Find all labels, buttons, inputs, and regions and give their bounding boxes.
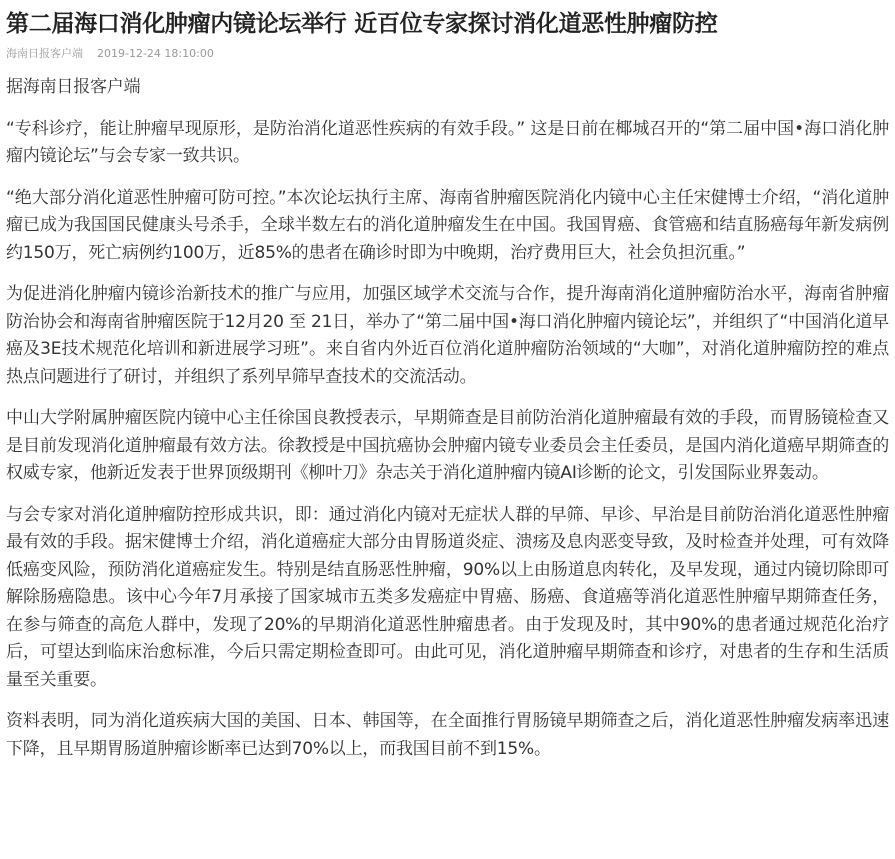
paragraph: 与会专家对消化道肿瘤防控形成共识，即：通过消化内镜对无症状人群的早筛、早诊、早治是目前防治消化道恶性肿瘤最有效的手段。据宋健博士介绍，消化道癌症大部分由胃肠道炎症、溃疡及息肉恶变导致，及时检查并处理，可有效降低癌变风险，预防消化道癌症发生。特别是结直肠恶性肿瘤，90%以上由肠道息肉转化，及早发现，通过内镜切除即可解除肠癌隐患。该中心今年7月承接了国家城市五类多发癌症中胃癌、肠癌、食道癌等消化道恶性肿瘤早期筛查任务，在参与筛查的高危人群中，发现了20%的早期消化道恶性肿瘤患者。由于发现及时，其中90%的患者通过规范化治疗后，可望达到临床治愈标准，今后只需定期检查即可。由此可见，消化道肿瘤早期筛查和诊疗，对患者的生存和生活质量至关重要。 — [6, 504, 889, 690]
article-body — [6, 74, 889, 763]
paragraph: “专科诊疗，能让肿瘤早现原形，是防治消化道恶性疾病的有效手段。” 这是日前在椰城召开的“第二届中国•海口消化肿瘤内镜论坛”与会专家一致共识。 — [6, 118, 889, 166]
paragraph: “绝大部分消化道恶性肿瘤可防可控。”本次论坛执行主席、海南省肿瘤医院消化内镜中心主任宋健博士介绍，“消化道肿瘤已成为我国国民健康头号杀手，全球半数左右的消化道肿瘤发生在中国。我国胃癌、食管癌和结直肠癌每年新发病例约150万，死亡病例约100万，近85%的患者在确诊时即为中晚期，治疗费用巨大，社会负担沉重。” — [6, 187, 889, 263]
article-date: 2019-12-24 18:10:00 — [97, 47, 214, 60]
article-headline: 第二届海口消化肿瘤内镜论坛举行 近百位专家探讨消化道恶性肿瘤防控 — [6, 11, 718, 37]
paragraph-dateline: 据海南日报客户端 — [6, 77, 141, 97]
paragraph: 中山大学附属肿瘤医院内镜中心主任徐国良教授表示，早期筛查是目前防治消化道肿瘤最有效的手段，而胃肠镜检查又是目前发现消化道肿瘤最有效方法。徐教授是中国抗癌协会肿瘤内镜专业委员会主任委员，是国内消化道癌早期筛查的权威专家，他新近发表于世界顶级期刊《柳叶刀》杂志关于消化道肿瘤内镜AI诊断的论文，引发国际业界轰动。 — [6, 408, 889, 483]
paragraph: 资料表明，同为消化道疾病大国的美国、日本、韩国等，在全面推行胃肠镜早期筛查之后，消化道恶性肿瘤发病率迅速下降，且早期胃肠道肿瘤诊断率已达到70%以上，而我国目前不到15%。 — [6, 711, 889, 759]
paragraph: 为促进消化肿瘤内镜诊治新技术的推广与应用，加强区域学术交流与合作，提升海南消化道肿瘤防治水平，海南省肿瘤防治协会和海南省肿瘤医院于12月20 至 21日，举办了“第二届中国•海口消化肿瘤内镜论坛”，并组织了“中国消化道早癌及3E技术规范化培训和新进展学习班”。来自省内外近百位消化道肿瘤防治领域的“大咖”，对消化道肿瘤防控的难点热点问题进行了研讨，并组织了系列早筛早查技术的交流活动。 — [6, 284, 889, 387]
article-meta — [6, 47, 889, 61]
article-source: 海南日报客户端 — [6, 47, 83, 60]
